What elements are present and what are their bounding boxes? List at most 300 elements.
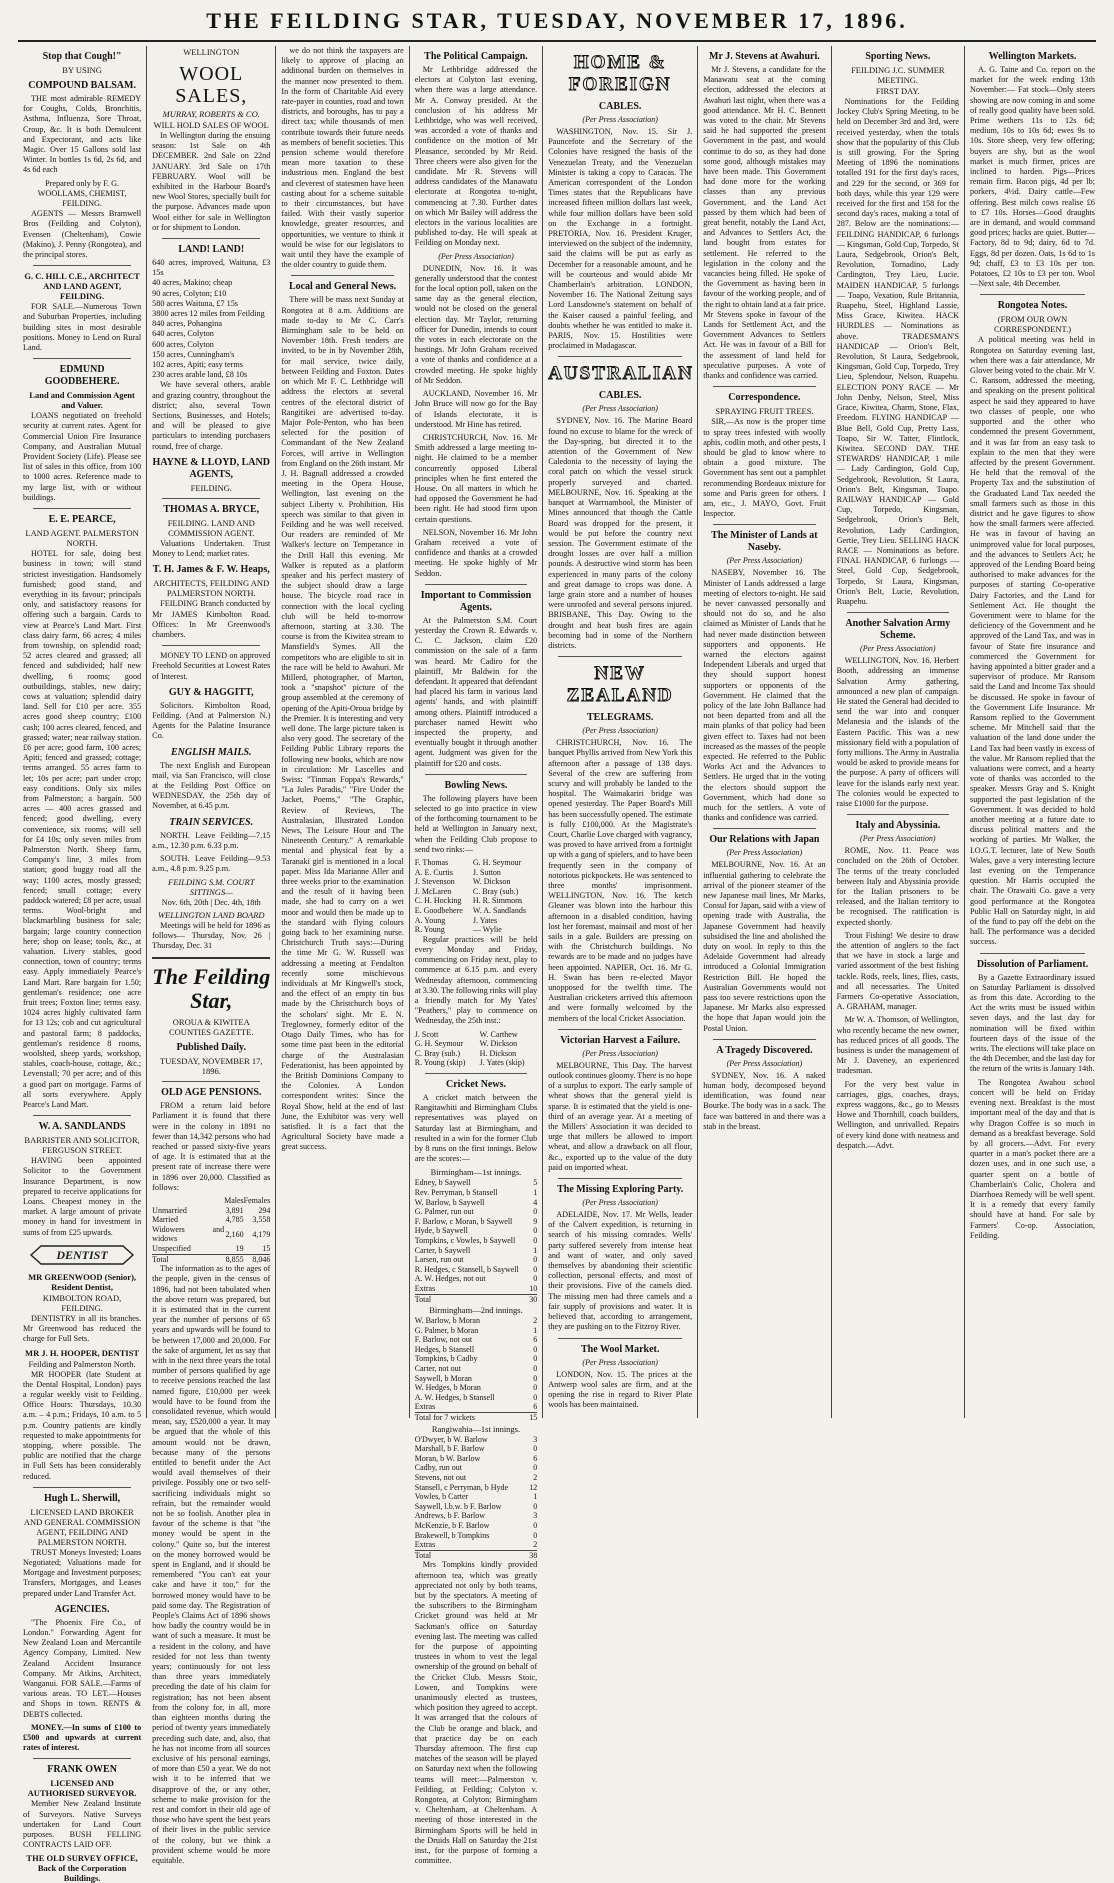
table-cell: Tompkins, b Cadby <box>414 1354 478 1364</box>
correspondence-text: SIR,—As now is the proper time to spray trees infested with woolly aphis, codlin moth, and other pests, I should be glad to know where to obtain a good mixture. The Government has sent out a pamphlet recommending Bordeaux mixture for some and Paris green for others. I am, etc., J. MAYO, Govt. Fruit Inspector. <box>703 417 826 519</box>
hill-heading: G. C. HILL C.E., ARCHITECT AND LAND AGENT, FEILDING. <box>24 271 140 302</box>
table-cell: 3 <box>533 1511 538 1521</box>
table-cell: 1 <box>533 1492 538 1502</box>
markets-heading: Wellington Markets. <box>988 51 1077 62</box>
sittings-heading: FEILDING S.M. COURT SITTINGS— <box>168 877 255 898</box>
table-row <box>415 1316 537 1326</box>
new-zealand-heading: NEW ZEALAND <box>566 663 674 707</box>
heaps-heading: T. H. James & F. W. Heaps, <box>152 564 270 576</box>
trout-text: Trout Fishing! We desire to draw the attention of anglers to the fact that we have in stock a large and varied assortment of the best fishing tackle. Rods, reels, lines, flies, casts, and all necessaries. The United Farmers Co-operative Association, A. GRAHAM, manager. <box>836 930 960 1012</box>
table-cell: 0 <box>533 1520 538 1530</box>
column-6 <box>698 46 831 1418</box>
divider <box>152 957 270 959</box>
divider <box>425 1073 527 1074</box>
mails-heading: ENGLISH MAILS. <box>170 746 252 758</box>
japan-text: MELBOURNE, Nov. 16. At an influential gathering to celebrate the arrival of the pioneer steamer of the new Japanese mail lines, Mr Marks, Consul for Japan, said with a view of opening trade with Australia, the Japanese Government had heavily subsidised the line and abolished the duty on wool. In reply to this the Adelaide Government had already introduced a Colonial Immigration Restriction Bill. He hoped the Australian Governments would not pass too severe restrictions upon the Japanese. Mr Marks also expressed the hope that Japan would join the Postal Union. <box>703 860 826 1033</box>
table-cell: W. Hedges, b Moran <box>414 1383 481 1393</box>
table-cell: G. Palmer, run out <box>414 1207 474 1217</box>
table-cell: J. Stevenson <box>414 877 455 887</box>
for-sale-text: FOR SALE.—Numerous Town and Suburban Properties, including building sites in most desirable positions. Money to Lend on Rural Land. <box>23 302 142 353</box>
table-cell: A. W. Hedges, not out <box>414 1274 486 1284</box>
table-cell: 0 <box>533 1383 538 1393</box>
sherwill-heading: Hugh L. Sherwill, <box>44 1492 121 1504</box>
press-association: (Per Press Association) <box>726 1058 803 1068</box>
table-row <box>415 1531 537 1541</box>
train-south: SOUTH. Leave Feilding—9.53 a.m., 4.8 p.m. 9.25 p.m. <box>152 853 271 874</box>
dunedin-text: DUNEDIN, Nov. 16. It was generally understood that the contest for the local option poll, taken on the same day as the general election, would not be closed on the general election day. Mr Taylor, returning officer for Dunedin, intends to count the votes in each electorate on the hustings. Mr John Graham received a vote of thanks and confidence at a crowded meeting. He spoke highly of Mr Seddon. <box>414 263 538 385</box>
guy-heading: GUY & HAGGITT, <box>168 686 254 698</box>
table-row <box>415 1521 537 1531</box>
table-row <box>415 1226 537 1236</box>
australian-text: SYDNEY, Nov. 16. The Marine Board found no excuse to blame for the wreck of the Day-spring, but directed it to the attention of the Government of New Caledonia to the necessity of laying the coral patch on which the vessel struck properly surveyed and charted. MELBOURNE, Nov. 16. Speaking at the banquet at Warrnambool, the Minister of Mines announced that though the Cattle Board was dropped for the present, it would be put before the country next session. The Government estimate of the drought losses are over half a million pounds. A destructive wind storm has been experienced in many parts of the colony and great damage to crops was done. A large grain store and a number of houses were unroofed and several persons injured. BRISBANE, This Day. Owing to the drought and heat bush fires are again becoming bad in some of the Northern districts. <box>548 416 693 650</box>
home-foreign-sub: CABLES. <box>598 101 642 112</box>
table-cell: 30 <box>529 1294 538 1304</box>
table-cell: 5 <box>533 1178 538 1188</box>
land-list-item: 600 acres, Colyton <box>152 339 214 349</box>
table-total-row <box>415 1550 537 1560</box>
survey-office: THE OLD SURVEY OFFICE, Back of the Corporation Buildings. <box>26 1853 138 1883</box>
commission-text: At the Palmerston S.M. Court yesterday the Crown R. Edwards v. C. C. Jackson, claim £20 commission on the sale of a farm was heard. Mr Cadiro for the plaintiff, Mr Baldwin for the defendant. It appeared that defendant had placed his farm in various land agents' hands, and with plaintiff among others. Plaintiff introduced a purchaser named Hewitt who inspected the property, and eventually bought it through another agent. Judgment was given for the plaintiff for £20 and costs. <box>414 615 538 768</box>
bryce-text: Valuations Undertaken. Trust Money to Lend; market rates. <box>152 538 271 559</box>
table-cell: 4 <box>533 1197 538 1207</box>
table-row <box>415 1217 537 1227</box>
table-cell: C. Bray (sub.) <box>414 1048 461 1058</box>
press-association: (Per Press Association) <box>726 848 803 858</box>
table-cell: Brakewell, b Tompkins <box>414 1530 490 1540</box>
table-row <box>415 1393 537 1403</box>
land-heading: LAND! LAND! <box>178 244 245 256</box>
table-cell: F. Thomas <box>414 858 449 868</box>
auckland-text: AUCKLAND, November 16. Mr John Bruce will now go for the Bay of Islands electorate, it is understood. Mr Hine has retired. <box>414 389 538 429</box>
bowling-heading: Bowling News. <box>444 779 508 791</box>
divider <box>291 275 393 276</box>
hooper-heading: MR J. H. HOOPER, DENTIST <box>25 1347 140 1358</box>
sandlands-heading: W. A. SANDLANDS <box>38 1121 126 1133</box>
table-cell: Males <box>224 1196 244 1205</box>
column-8 <box>965 46 1100 1418</box>
agents-text: AGENTS — Messrs Bramwell Bros (Feilding and Colyton), Evensen (Cheltenham), Cowie (Makino), J. Penny (Rongotea), and the principal stores. <box>23 209 142 260</box>
divider <box>33 358 131 359</box>
cough-text: THE most admirable REMEDY for Coughs, Colds, Bronchitis, Asthma, Influenza, Sore Throat, Croup, &c. It is both Demulcent and Expectorant, and acts like Magic. Over 15 Gallons sold last Winter. In bottles 1s 6d, 2s 6d, and 4s 6d each <box>23 94 142 175</box>
home-foreign-text: WASHINGTON, Nov. 15. Sir J. Pauncefote and the Secretary of the Colonies have resigned the basis of the Venezuelan Treaty, and the Venezuelan Minister is taking a copy to Caracas. The American correspondent of the London Times states that the Republicans have increased fifteen million dollars last week, while four million dollars have been sold on the Exchange in a fortnight. PRETORIA, Nov. 16. President Kruger, interviewed on the subject of the indemnity, said the claims will be put as early as December for a reasonable amount, and he will be courteous and would abide Mr Chamberlain's arbitration. LONDON, November 16. The National Zeitung says Lord Lansdowne's statement on behalf of the Kaiser caused a painful feeling, and doubts whether he was entitled to make it. PARIS, Nov. 15. Hostilities were proclaimed in Madagascar. <box>548 127 693 351</box>
table-row <box>415 1383 537 1393</box>
press-association: (Per Press Association) <box>438 251 514 261</box>
table-cell: 15 <box>526 1413 537 1423</box>
landboard-text: Meetings will be held for 1896 as follows— Thursday, Nov. 26 | Thursday, Dec. 31 <box>152 920 271 950</box>
greenwood-text: DENTISTRY in all its branches. Mr Greenwood has reduced the charge for Full Sets. <box>23 1313 142 1344</box>
table-cell: Females <box>243 1196 271 1205</box>
sporting-heading: Sporting News. <box>865 51 931 62</box>
table-cell: 0 <box>533 1226 538 1236</box>
sittings-text: Nov. 6th, 20th | Dec. 4th, 18th <box>161 898 261 908</box>
heaps-sub: ARCHITECTS, FEILDING AND PALMERSTON NORTH. <box>153 578 270 599</box>
table-row <box>415 1039 537 1049</box>
cricket-table-1 <box>415 1178 537 1304</box>
table-cell: 0 <box>533 1364 538 1374</box>
table-cell: 0 <box>533 1392 538 1402</box>
land-list-item: 102 acres, Apiti; easy terms <box>152 360 243 370</box>
political-text: Mr Lethbridge addressed the electors at Colyton last evening, when there was a large attendance. Mr A. Conway presided. At the conclusion of his address Mr Lethbridge, who was well received, was accorded a vote of thanks and confidence on the motion of Mr Pleasance, seconded by Mr Reid. Three cheers were also given for the candidate. Mr R. Stevens will address candidates of the Manawatu electorate at Rongotea to-night, commencing at 7.30. Further dates on which Mr Bailey will address the electors in the various localities are published to-day. He will speak at Feilding on Monday next. <box>414 65 538 248</box>
commission-heading: Important to Commission Agents. <box>420 589 532 613</box>
table-cell: 0 <box>533 1207 538 1217</box>
cough-sub: BY USING <box>62 65 102 75</box>
sandlands-sub: BARRISTER AND SOLICITOR, FERGUSON STREET. <box>24 1135 140 1156</box>
table-cell: Hyde, b Saywell <box>414 1226 468 1236</box>
table-cell: 19 <box>235 1243 244 1253</box>
new-zealand-text: CHRISTCHURCH, Nov. 16. The banquet Phyllis arrived from New York this afternoon after a passage of 138 days. Several of the crew are suffering from scurvy and will probably be landed to the hospital. The Waimakariri bridge was opened yesterday. The Paper Board's Mill has been successfully opened. The estimate is fully £100,000. At the Magistrate's Court, Charlie Love charged with vagrancy, was proved to have arrived from a fortnight up with a gang of spielers, and to have been frequently seen in the company of notorious pickpockets. He was sentenced to three months' imprisonment. WELLINGTON, Nov. 16. The ketch Gleaner was blown into the harbour this afternoon in a disabled condition, having lost her foremast, mainsail and most of her sails in a gale. Builders are pressing on with the Christchurch buildings. No rewards are to be made and no judges have been appointed. NAPIER, Oct. 16. Mr G. H. Swan has been re-elected Mayor unopposed for the twelfth time. The Australian cricketers arrived this afternoon and were formally welcomed by the members of the local Cricket Association. <box>548 738 693 1023</box>
column-7 <box>832 46 965 1418</box>
greenwood-sub: KIMBOLTON ROAD, FEILDING. <box>42 1292 122 1313</box>
table-cell: E. Goodbehere <box>414 905 463 915</box>
table-cell: R. Hedges, c Stansell, b Saywell <box>414 1264 519 1274</box>
divider <box>558 356 682 357</box>
dissolution-text: By a Gazette Extraordinary issued on Saturday Parliament is dissolved as from this date. According to the Act the writs must be issued within seven days, and the last day for nomination will be fixed within fourteen days of the issue of the writs. The elections will take place on the 4th December, and the last day for the return of the writs is January 14th. <box>970 972 1095 1074</box>
press-association: (Per Press Association) <box>860 834 936 844</box>
table-cell: 0 <box>533 1444 538 1454</box>
table-row <box>415 858 537 868</box>
divider <box>425 584 527 585</box>
cricket-innings-2-heading: Birmingham—2nd innings. <box>429 1305 523 1316</box>
divider <box>713 1039 815 1040</box>
table-cell: A. W. Hedges, b Stansell <box>414 1392 495 1402</box>
table-cell: R. Young <box>414 925 445 935</box>
hooper-text: MR HOOPER (late Student at the Dental Hospital, London) pays a regular weekly visit to Feilding. Office Hours: Thursdays, 10.30 a.m. – 4 p.m.; Fridays, 10 a.m. to 5 p.m. Country patients are kindly requested to make appointments for stopping, where possible. The public are notified that the charge in Full Sets has been considerably reduced. <box>23 1369 142 1481</box>
divider <box>558 1178 682 1179</box>
table-cell: H. R. Simmons <box>472 896 523 906</box>
feilding-branch-text: FEILDING Branch conducted by Mr JAMES Kimbolton Road. Offices: In Mr Greenwood's chambers. <box>152 599 271 639</box>
press-association: (Per Press Association) <box>582 726 658 736</box>
mails-text: The next English and European mail, via San Francisco, will close at the Feilding Post Office on WEDNESDAY, the 25th day of November, at 6.45 p.m. <box>152 760 271 811</box>
owen-sub: LICENSED AND AUTHORISED SURVEYOR. <box>27 1778 137 1799</box>
table-total-row <box>152 1254 270 1264</box>
table-cell: 0 <box>533 1344 538 1354</box>
table-cell: 2 <box>533 1540 538 1550</box>
divider <box>162 498 260 499</box>
bryce-sub: FEILDING. LAND AND COMMISSION AGENT. <box>167 517 255 538</box>
table-row <box>415 1335 537 1345</box>
divider <box>33 1115 131 1116</box>
table-cell: Total <box>415 1294 529 1304</box>
agencies-text: "The Phoenix Fire Co., of London." Forwarding Agent for New Zealand Loan and Mercantile Agency Company, Limited. New Zealand Accident Insurance Company. Mr Atkins, Architect, Wanganui. FOR SALE.—Farms of various areas. TO LET.—Houses and Shops in town. RENTS & DEBTS collected. <box>23 1617 142 1719</box>
table-row <box>415 1540 537 1550</box>
table-cell: 8,855 <box>225 1254 244 1264</box>
table-cell: 1 <box>533 1325 538 1335</box>
sherwill-text: TRUST Moneys Invested; Loans Negotiated; Valuations made for Mortgage and Investment purposes; Transfers, Mortgages, and Leases prepared under Land Transfer Act. <box>23 1547 142 1598</box>
pearce-heading: E. E. PEARCE, <box>48 514 116 526</box>
agencies-heading: AGENCIES. <box>54 1603 110 1615</box>
prepared-by: Prepared only by F. G. WOOLLAMS, CHEMIST, FEILDING. <box>37 178 127 209</box>
table-row <box>415 1345 537 1355</box>
train-heading: TRAIN SERVICES. <box>169 816 254 828</box>
table-cell: 3,558 <box>252 1215 271 1225</box>
landboard-heading: WELLINGTON LAND BOARD <box>157 909 265 920</box>
paper-logo: The Feilding Star, <box>152 964 271 1014</box>
press-association: (Per Press Association) <box>582 1198 658 1208</box>
table-cell: G. Palmer, b Moran <box>414 1325 479 1335</box>
table-row <box>152 1244 270 1254</box>
australian-sub: CABLES. <box>598 390 642 402</box>
table-cell: W. Dickson <box>479 1039 518 1049</box>
table-cell: Tompkins, c Vowles, b Saywell <box>414 1235 516 1245</box>
table-cell: R. Young (skip) <box>414 1058 466 1068</box>
table-row <box>415 1483 537 1493</box>
table-row <box>152 1196 270 1206</box>
table-row <box>415 1207 537 1217</box>
table-row <box>415 1058 537 1068</box>
table-row <box>415 1255 537 1265</box>
column-5 <box>543 46 698 1418</box>
table-cell: Andrews, b F. Barlow <box>414 1511 486 1521</box>
land-list-item: 150 acres, Cunningham's <box>152 349 235 359</box>
table-cell: 0 <box>533 1501 538 1511</box>
bowling-text: The following players have been selected to go into practice in view of the forthcoming tournament to be held at Wellington in January next, when the Feilding Club propose to send two rinks:— <box>414 793 538 854</box>
bryce-heading: THOMAS A. BRYCE, <box>163 503 260 515</box>
cricket-table-3 <box>415 1435 537 1561</box>
trade-text: For the very best value in carriages, gigs, coaches, drays, express waggons, &c., go to Messrs Howe and Thornhill, coach builders, Wellington, and unrivalled. Repairs of every kind done with neatness and despatch.—Advt. <box>836 1079 960 1150</box>
wool-market-text: LONDON, Nov. 15. The prices at the Antwerp wool sales are firm, and at the opening the rise in regard to River Plate wools has been maintained. <box>548 1369 693 1410</box>
table-row <box>415 1236 537 1246</box>
table-row <box>415 1198 537 1208</box>
rongotea-sub: (FROM OUR OWN CORRESPONDENT.) <box>993 314 1072 335</box>
table-row <box>415 1435 537 1445</box>
table-row <box>415 925 537 935</box>
table-cell: Vowles, b Carter <box>414 1492 469 1502</box>
table-cell: G. H. Seymour <box>414 1039 464 1049</box>
table-cell: Widowers and widows <box>152 1224 225 1244</box>
press-association: (Per Press Association) <box>582 1357 658 1367</box>
tragedy-text: SYDNEY, Nov. 16. A naked human body, decomposed beyond identification, was found near Bourke. The body was in a sack. The face was battered in and there was a stab in the breast. <box>703 1070 826 1131</box>
column-2 <box>147 46 276 1865</box>
table-cell: 12 <box>529 1482 538 1492</box>
harvest-heading: Victorian Harvest a Failure. <box>560 1034 681 1046</box>
table-row <box>152 1225 270 1244</box>
nelson-text: NELSON, November 16. Mr John Graham received a vote of confidence and thanks at a crowded meeting. He spoke highly of Mr Seddon. <box>414 527 538 578</box>
table-cell: Extras <box>414 1283 436 1293</box>
table-cell: 1 <box>533 1187 538 1197</box>
table-row <box>415 1354 537 1364</box>
guy-text: Solicitors. Kimbolton Road, Feilding. (And at Palmerston N.) Agents for the Palatine Insurance Co. <box>152 700 271 741</box>
table-cell: 4,179 <box>252 1229 271 1239</box>
press-association: (Per Press Association) <box>582 1048 658 1058</box>
press-association: (Per Press Association) <box>726 556 803 566</box>
sporting-text: Nominations for the Feilding Jockey Club's Spring Meeting, to be held on December 3rd and 3rd, were received yesterday, when the totals show that the popularity of this Club is still growing. For the Spring Meeting of 1896 the nominations totalled 191 for the first day's races, and 229 for the second, or 369 for both days, while this year 129 were received for the first and 158 for the second day's races, making a total of 287. Below are the nominations:— FEILDING HANDICAP, 6 furlongs — Kingsman, Gold Cup, Torpedo, St Laura, Sedgebrook, Orion's Belt, Revolution, Tornadino, Lady Cardington, Trey Lieu, Lucie. MAIDEN HANDICAP, 5 furlongs — Toapo, Vexation, Rule Britannia, Ruapehu, Steel, Highland Lassie, Miss Grace, Kiwitea. HACK HURDLES — Nominations as above. TRADESMAN'S HANDICAP — Orion's Belt, Revolution, St Laura, Sedgebrook, Kingsman, Gold Cup, Torpedo, Trey Lieu, Splendour, Nelson, Ruapehu. ELECTION PONY RACE — Mr John Denby, Nelson, Steel, Miss Grace, Kiwitea, Charm, Stone, Flax, Freedom. FLYING HANDICAP — Blue Bell, Gold Cup, Pretty Lass, Toapo, Sir W. Tatter, Flintlock, Kiwitea. SECOND DAY. THE STEWARDS' HANDICAP, 1 mile — Lady Cardington, Gold Cup, Sedgebrook, Revolution, St Laura, Orion's Belt, Kingsman, Toapo. RAILWAY HANDICAP — Gold Cup, Torpedo, Kingsman, Sedgebrook, Orion's Belt, Revolution, Lady Cardington, Gertie, Trey Lieu. SELLING HACK RACE — Nominations as before. FINAL HANDICAP, 6 furlongs — Steel, Gold Cup, Sedgebrook, Torpedo, St Laura, Kingsman, Orion's Belt, Lucie, Revolution, Ruapehu. <box>836 97 960 606</box>
correspondence-heading: Correspondence. <box>728 392 801 404</box>
table-cell: Edney, b Saywell <box>414 1178 471 1188</box>
table-row <box>415 1511 537 1521</box>
divider <box>33 508 131 509</box>
table-row <box>415 1502 537 1512</box>
table-cell: Total <box>152 1254 224 1264</box>
stevens-text: Mr J. Stevens, a candidate for the Manawatu seat at the coming election, addressed the electors at Awahuri last night, when there was a good attendance. Mr H. C. Bennett was voted to the chair. Mr Stevens said he had supported the present Government in the past, and would continue to do so, as they had done some good, although mistakes may have been made. This Government had done more for the working classes than any previous Government, and the Land Act passed by them which had been of great benefit, notably the Land Act, and Advances to Settlers Act, the land bought from estates for settlement. He referred to the legislation in the colony and the vacancies being filled. He spoke of the Government as having been in favour of the working people, and of the right to obtain land at a fair price. Mr Stevens spoke in favour of the Lands for Settlement Act, and the Government Advances to Settlers Act. He was in favour of a Bill for the assessment of land held for speculative purposes. A vote of thanks and confidence was carried. <box>703 65 826 381</box>
table-cell: Extras <box>414 1540 436 1550</box>
salvation-text: WELLINGTON, Nov. 16. Herbert Booth, addressing an immense Salvation Army gathering, announced a new plan of campaign. He stated the General had decided to send the war into and conquer Melanesia and the islands of the Eastern Pacific. This was a new missionary field with a population of forty millions. The Army in Australia would be asked to provide means for the purpose. A party of officers will leave for the islands early next year. The colonies would be expected to raise £1000 for the purpose. <box>836 656 960 808</box>
table-cell: 3,891 <box>225 1205 244 1215</box>
table-cell: 6 <box>533 1335 538 1345</box>
table-cell: 3 <box>533 1434 538 1444</box>
table-cell: Total <box>415 1550 528 1560</box>
table-cell: Saywell, b Moran <box>414 1373 472 1383</box>
table-cell: J. Yates <box>472 915 498 925</box>
table-cell: 0 <box>533 1373 538 1383</box>
divider <box>713 524 815 525</box>
australian-heading: AUSTRALIAN <box>548 363 694 385</box>
column-3 <box>276 46 409 1418</box>
wool-heading: WOOL SALES, <box>175 63 248 107</box>
table-row <box>415 887 537 897</box>
table-cell: 294 <box>258 1205 271 1215</box>
table-cell: Larsen, run out <box>414 1255 464 1265</box>
table-cell: Carter, not out <box>414 1364 461 1374</box>
table-cell: W. Barlow, b Saywell <box>414 1197 485 1207</box>
table-cell: 10 <box>529 1283 538 1293</box>
minister-lands-text: NASEBY, November 16. The Minister of Lands addressed a large meeting of electors to-night. He said he never canvassed personally and should not do so, and he also claimed as Minister of Lands that he had never made distinction between supporters and opponents. He warned the electors against Independent Liberals and urged that they should support honest supporters or opponents of the Government. He claimed that the policy of the late John Ballance had not been departed from and all the main planks of that policy had been given effect to. Taxes had not been increased as the masses of the people expected. He referred to the Public Works Act and the Advances to Settlers. He urged that in the voting the electors should support the Government, which had done so much for the settlers. A vote of thanks and confidence was carried. <box>703 568 826 823</box>
table-row <box>415 1444 537 1454</box>
cricket-innings-1-heading: Birmingham—1st innings. <box>430 1167 522 1178</box>
table-cell: 0 <box>533 1530 538 1540</box>
table-cell: McKenzie, b F. Barlow <box>414 1520 490 1530</box>
markets-text: A. G. Taine and Co. report on the market for the week ending 13th November:— Fat stock—Only steers showing are now coming in and some of really good quality have been sold. Prime wethers 11s to 12s 6d; medium, 10s to 10s 6d; ewes 9s to 10s. Store sheep, very few offering; buyers are shy, but as the wool market is much firmer, prices are inclined to harden. Pigs—Prices remain firm. Bacon pigs, 4d per lb; porkers, 4½d. Dairy cattle—Few offering. Best milch cows realise £6 to £7 10s. Horses—Good draughts are in demand, and would command good prices; hacks are quiet. Butter—Factory, 8d to 9d; dairy, 6d to 7d. Eggs, 8d per dozen. Oats, 1s 6d to 1s 9d; chaff, £3 to £3 10s per ton. Potatoes, £2 10s to £3 per ton. Wool—Next sale, 4th December. <box>970 65 1095 289</box>
land-list-item: 840 acres, Pohangina <box>152 319 222 329</box>
table-cell: 8,046 <box>244 1254 271 1264</box>
thomson-text: Mr W. A. Thomson, of Wellington, who recently became the new owner, has reduced prices of all goods. The business is under the management of Mr J. Daveney, an experienced tradesman. <box>836 1015 960 1076</box>
table-row <box>415 1364 537 1374</box>
table-cell: Rev. Perryman, b Stansell <box>414 1187 498 1197</box>
table-row <box>415 1178 537 1188</box>
wool-top: WELLINGTON <box>183 47 240 57</box>
column-1 <box>18 46 147 1883</box>
home-foreign-heading: HOME & FOREIGN <box>568 52 672 95</box>
stevens-heading: Mr J. Stevens at Awahuri. <box>709 51 820 62</box>
dateline: TUESDAY, NOVEMBER 17, 1896. <box>160 1056 263 1077</box>
local-news-text: There will be mass next Sunday at Rongotea at 8 a.m. Additions are made to-day to Mr C. Carr's Birmingham sale to be held on November 18th. Fresh tenders are invited, to be in by November 28th, for mail service, twice daily, between Feilding and Foxton. Dates on which Mr F. C. Lethbridge will address the electors at several centres of the electoral district of Rangitikei are advertised to-day. Major Pole-Penton, who has been selected for the position of Commandant of the New Zealand Forces, will arrive in Wellington from England on the 26th instant. Mr J. H. Bagnall addressed a crowded meeting in the Opera House, Wellington, last evening on the subject Liberty v. Prohibition. His speech was similar to that given in Feilding and he was well received. Our readers are reminded of Mr Walker's lecture on Temperance in the Drill Hall this evening. Mr Walker is reputed as a platform speaker and his perfect mastery of the subject should draw a large house. The bicycle road race in connection with the local cycling club will be held to-morrow afternoon, starting at 3.30. The course is from the Kiwitea stream to Mansfield's Symes. All the competitors who are eligible to sit in the race will be held to Awahuri. Mr Millerd, photographer, of Marton, took a "snapshot" picture of the group assembled at the ceremony of opening of the Apiti-Oroua bridge by the Premier. It is interesting and very well done. The large picture taken is also very good. The secretary of the Feilding Public Library reports the following new books, which are now in circulation: Mr Lascelles and Swiss: "Tinman Foppa's Rewards," "La Jules Paradis," "Fire Under the Jacket, Poems," "The Graphic, Review of Reviews, The Australasian, Illustrated London News, The Leisure Hour and The Nineteenth Century." A remarkable mental and physical feat by a Taranaki girl is mentioned in a local paper. Miss Ida Marianne Aller and three weeks prior to the examination and the result of it having been made, she had to carry on a wet moor and would then be made up to the standard with flying colours going back to her examining nurse. Christchurch Truth says:—During the time Mr G. W. Russell was addressing a meeting at Fendalton recently some mischievous individuals at Mr Kingwell's stock, and the effect of an empty tin bus made by the Christchurch boys of the scholars' sight. Mr E. N. Treglowney, formerly editor of the Otago Daily Times, who has for some time past been in the editorial charge of the Australasian Federationist, has been appointed by the British Dominions Company to the Colonies. A London correspondent writes: Since the Royal Show, held at the end of last June, the Exhibitor was very well satisfied. It is a fact that the Agricultural Society have made a great success. <box>281 295 404 1152</box>
divider <box>558 1029 682 1030</box>
table-cell: A. Young <box>414 915 446 925</box>
table-row <box>415 1454 537 1464</box>
table-cell: Unspecified <box>152 1243 191 1253</box>
table-cell: 2 <box>533 1473 538 1483</box>
table-row <box>415 1030 537 1040</box>
table-cell: 4,785 <box>225 1215 244 1225</box>
dissolution-heading: Dissolution of Parliament. <box>976 958 1089 970</box>
italy-heading: Italy and Abyssinia. <box>855 820 941 832</box>
table-cell: Saywell, l.b.w. b F. Barlow <box>414 1501 502 1511</box>
table-cell: Extras <box>414 1402 436 1412</box>
land-list <box>152 258 270 380</box>
masthead-rule <box>18 40 1096 42</box>
published-daily: Published Daily. <box>176 1042 246 1054</box>
sandlands-text: HAVING been appointed Solicitor to the Government Insurance Department, is now prepared to receive applications for Loans. Cheapest money in the market. A large amount of private money in hand for investment in sums of from £25 upwards. <box>23 1156 142 1237</box>
table-cell: Carter, b Saywell <box>414 1245 471 1255</box>
divider <box>33 1758 131 1759</box>
table-cell: H. Dickson <box>479 1048 517 1058</box>
cricket-text-2: Mrs Tompkins kindly provided afternoon tea, which was greatly appreciated not only by both teams, but by the spectators. A meeting of the subscribers to the Birmingham Cricket ground was held at Mr Sackman's office on Saturday evening last. The meeting was called for the purpose of appointing trustees in whom to vest the legal ownership of the ground on behalf of the Cricket Club. Messrs Stoic, Lowen, and Tompkins were unanimously elected as trustees, which position they agreed to accept. It was arranged that the colours of the Club be orange and black, and that practice day be on each Thursday afternoon. The first cup matches of the season will be played on Saturday next when the following teams will meet:—Palmerston v. Feilding, at Feilding; Colyton v. Rongotea, at Colyton; Birmingham v. Cheltenham, at Cheltenham. A meeting of those interested in the Birmingham Sports will be held in the Druids Hall on Saturday the 21st inst., for the purpose of forming a committee. <box>414 1560 538 1866</box>
table-cell: 0 <box>533 1255 538 1265</box>
table-row <box>415 1402 537 1412</box>
table-cell: 38 <box>529 1550 538 1560</box>
bowling-table <box>415 858 537 935</box>
rongotea-text: A political meeting was held in Rongotea on Saturday evening last, when there was a fair attendance, Mr Glover being voted to the chair. Mr V. C. Ransom, addressed the meeting, and speaking on the present political aspect he said they appeared to have two classes of people, one who supported and the other who condemned the present Government, and it was far from an easy task to explain to the men that they were affected by the present Government. He held that the removal of the Property Tax and the substitution of the Graduated Land Tax needed the small farmers such as those in this district and he gave figures to show how the small farmers were affected. He was in favour of having an unimproved value for local purposes, and the advances to Settlers Act; he approved of the Lending Board being authorised to make advances for the purposes of starting Co-operative Dairy Factories, and the Land for Settlement Act. He thought the Government were to blame for the deficiency of the Government and he approved of the Land Tax, and was in favour of State fire insurance and commerced the Government for having appointed a bitter grader and a supervisor of produce. Mr Ransom said the Land and Income Tax should be discussed. He spoke in favour of the Government Life Insurance. Mr Ransom replied to the Government scheme. Mr Mitchell said that the valuation of the land done under the Land Tax had been vastly in excess of the value. Mr Ransom replied that the valuations were correct, and a hearty vote of thanks was accorded to the speaker. Messrs Gray and S. Knight supported the past legislation of the Government. It was decided to hold another meeting at a future date to discuss political matters and the working of parties. Mr Walker, the I.O.G.T. lecturer, late of New South Wales, gave a very interesting lecture last evening on the Temperance question. Mr Harris occupied the chair. The Orawaiti Co. gave a very good performance at the Rongotea Public Hall on Saturday night, in aid of the fund to pay off the debt on the hall. The performance was a decided success. <box>970 335 1095 947</box>
table-cell: Stevens, not out <box>414 1473 467 1483</box>
divider <box>980 294 1085 295</box>
divider <box>162 238 260 239</box>
land-list-item: 40 acres, Makino; cheap <box>152 278 233 288</box>
table-cell: A. E. Curtis <box>414 867 453 877</box>
first-day: FIRST DAY. <box>875 86 920 96</box>
table-row <box>415 1188 537 1198</box>
cricket-table-2 <box>415 1316 537 1423</box>
money-text: MONEY.—In sums of £100 to £500 and upwards at current rates of interest. <box>23 1722 142 1753</box>
divider <box>558 656 682 657</box>
wool-text: In Wellington during the ensuing season: 1st Sale on 4th DECEMBER. 2nd Sale on 22nd JANUARY. 3rd Sale on 17th FEBRUARY. Wool will be exhibited in the Harbour Board's new Wool Stores, specially built for the purpose. Advances made upon Wool either for sale in Wellington or for shipment to London. <box>152 131 271 232</box>
table-cell: 0 <box>533 1274 538 1284</box>
table-cell: C. H. Hocking <box>414 896 462 906</box>
table-row <box>415 1246 537 1256</box>
table-cell: — Wylie <box>472 925 502 935</box>
divider <box>33 1487 131 1488</box>
owen-heading: FRANK OWEN <box>47 1764 117 1776</box>
greenwood-heading: MR GREENWOOD (Senior), Resident Dentist, <box>28 1271 137 1292</box>
train-north: NORTH. Leave Feilding—7.15 a.m., 12.30 p.m. 6.33 p.m. <box>152 830 271 850</box>
wool-firm: MURRAY, ROBERTS & CO. <box>162 109 260 119</box>
cricket-heading: Cricket News. <box>445 1078 506 1090</box>
table-cell: Total for 7 wickets <box>415 1413 526 1423</box>
table-cell: G. H. Seymour <box>472 858 522 868</box>
land-list-item: 230 acres arable land, £8 10s <box>152 370 248 380</box>
table-cell: C. Bray (sub.) <box>472 886 519 896</box>
land-list-item: 3800 acres 12 miles from Feilding <box>152 309 265 319</box>
table-row <box>152 1215 270 1225</box>
sherwill-sub: LICENSED LAND BROKER AND GENERAL COMMISSION AGENT, FEILDING AND PALMERSTON NORTH. <box>23 1506 141 1547</box>
table-cell: W. Carthew <box>479 1029 518 1039</box>
pension-table <box>152 1196 270 1264</box>
table-row <box>415 1049 537 1059</box>
table-cell: 0 <box>533 1264 538 1274</box>
hayne-heading: HAYNE & LLOYD, LAND AGENTS, <box>152 456 270 480</box>
table-cell: 6 <box>533 1453 538 1463</box>
divider <box>162 1081 260 1082</box>
harvest-text: MELBOURNE, This Day. The harvest outlook continues gloomy. There is no hope of a surplus to export. The early sample of wheat shows that the general yield is sparse. It is estimated that the yield is one-third of an average year. At a meeting of the Millers' Association it was decided to urge that millers be allowed to import wheat, and allow a drawback on all flour, &c., exported up to the value of the duty paid on imported wheat. <box>548 1060 693 1172</box>
missing-text: ADELAIDE, Nov. 17. Mr Wells, leader of the Calvert expedition, is returning in search of his missing comrades. Wells' party suffered severely from intense heat and want of water, and only saved themselves by abandoning their scientific collection, personal effects, and most of their provisions. Five of the camels died. The missing men had three camels and a fair supply of provisions and water. It is believed that, according to arrangement, they are pushing on to the Fitzroy River. <box>548 1210 693 1332</box>
pensions-text: FROM a return laid before Parliament it is found that there were in the colony in 1891 no fewer than 14,342 persons who had reached or passed sixty-five years of age. It is estimated that at the present rate of increase there were in 1896 over 20,000. Classified as follows: <box>152 1101 271 1192</box>
land-text: We have several others, arable and grazing country, throughout the district; also, several Town Sections, Businesses, and Hotels; and will be pleased to give particulars to intending purchasers round, free of charge. <box>152 380 271 451</box>
table-total-row <box>415 1413 537 1423</box>
hooper-sub: Feilding and Palmerston North. <box>28 1358 136 1369</box>
pearce-sub: LAND AGENT. PALMERSTON NORTH. <box>25 528 139 549</box>
money-lend-text: MONEY TO LEND on approved Freehold Securities at Lowest Rates of Interest. <box>152 651 271 681</box>
press-association: (Per Press Association) <box>582 404 658 414</box>
masthead <box>0 0 1114 44</box>
table-cell: 2 <box>533 1316 538 1326</box>
divider <box>162 645 260 646</box>
press-association: (Per Press Association) <box>860 644 936 654</box>
table-row <box>415 1492 537 1502</box>
paper-sub: OROUA & KIWITEA COUNTIES GAZETTE. <box>169 1017 254 1038</box>
table-row <box>415 1284 537 1294</box>
table-cell: Unmarried <box>152 1205 187 1215</box>
divider <box>847 612 949 613</box>
table-cell: 1 <box>533 1245 538 1255</box>
table-cell: F. Barlow, not out <box>414 1335 473 1345</box>
hayne-sub: FEILDING. <box>190 482 232 493</box>
table-cell: F. Barlow, c Moran, b Saywell <box>414 1216 513 1226</box>
japan-heading: Our Relations with Japan <box>709 834 820 846</box>
missing-heading: The Missing Exploring Party. <box>557 1184 684 1196</box>
table-row <box>415 1473 537 1483</box>
wool-will: WILL HOLD SALES OF WOOL <box>153 120 269 130</box>
cough-brand: COMPOUND BALSAM. <box>28 80 136 91</box>
table-cell: 9 <box>533 1216 538 1226</box>
table-row <box>415 868 537 878</box>
